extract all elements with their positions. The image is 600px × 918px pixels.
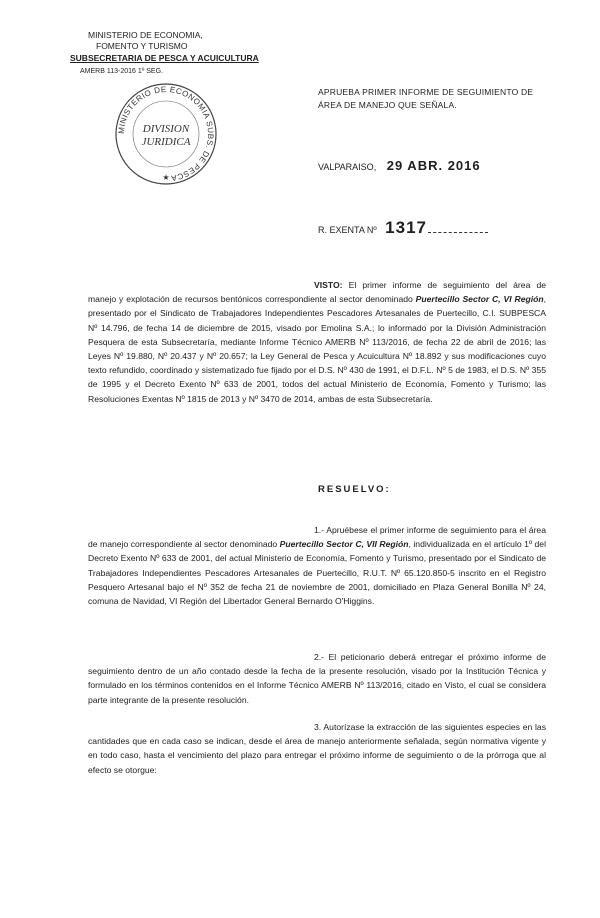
item3-number: 3. <box>314 722 322 732</box>
header-fomento: FOMENTO Y TURISMO <box>96 41 188 51</box>
header-ministry: MINISTERIO DE ECONOMIA, <box>88 30 203 40</box>
exenta-underline <box>428 232 488 233</box>
exenta-line <box>318 218 488 238</box>
item1-sector: Puertecillo Sector C, VII Región <box>279 539 409 550</box>
item3-text: Autorízase la extracción de las siguientes especies en las cantidades que en cada caso se indican, desde el área de manejo anteriormente señalada, según normativa vigente y en todo caso, hasta el vencimiento del plazo para entregar el próximo informe de seguimiento o de la prórroga que al efecto se otorgue: <box>88 722 546 775</box>
resolution-item-3 <box>88 720 546 777</box>
division-juridica-stamp <box>112 80 220 188</box>
item2-number: 2.- <box>314 652 325 662</box>
item1-rest: , individualizada en el artículo 1º del Decreto Exento Nº 633 de 2001, del actual Ministerio de Economía, Fomento y Turismo, presentado por el Sindicato de Trabajadores Independientes Pescadores Artesanales de Puertecillo, R.U.T. Nº 65.120.850-5 inscrito en el Registro Pesquero Artesanal bajo el Nº 352 de fecha 21 de noviembre de 2001, domiciliado en Plaza General Bonilla Nº 24, comuna de Navidad, VI Región del Libertador General Bernardo O'Higgins. <box>88 539 546 607</box>
place: VALPARAISO, <box>318 162 377 172</box>
resolution-item-2 <box>88 650 546 707</box>
header-reference: AMERB 113-2016 1º SEG. <box>80 68 163 75</box>
item2-text: El peticionario deberá entregar el próximo informe de seguimiento dentro de un año contado desde la fecha de la presente resolución, visado por la Institución Técnica y formulado en los términos contenidos en el Informe Técnico AMERB Nº 113/2016, citado en Visto, el cual se considera parte integrante de la presente resolución. <box>88 652 546 705</box>
star-icon: ★ <box>162 173 170 182</box>
exenta-label: R. EXENTA Nº <box>318 225 377 235</box>
place-date-line <box>318 158 481 173</box>
stamp-center-line1: DIVISION <box>142 123 190 135</box>
visto-text: El primer informe de seguimiento del área de manejo y explotación de recursos bentónicos correspondiente al sector denominado <box>88 280 546 305</box>
resolution-item-1 <box>88 523 546 608</box>
exenta-number: 1317 <box>385 218 427 237</box>
document-title: APRUEBA PRIMER INFORME DE SEGUIMIENTO DE ÁREA DE MANEJO QUE SEÑALA. <box>318 87 534 110</box>
item1-text: Apruébese el primer informe de seguimiento para el área de manejo correspondiente al sector denominado <box>88 525 546 550</box>
resuelvo-heading: RESUELVO: <box>318 484 391 495</box>
item1-number: 1.- <box>314 525 325 535</box>
header-subsecretaria: SUBSECRETARIA DE PESCA Y ACUICULTURA <box>70 53 259 63</box>
date-stamp: 29 ABR. 2016 <box>386 158 481 173</box>
stamp-center-line2: JURIDICA <box>141 136 191 148</box>
visto-paragraph <box>88 278 546 406</box>
visto-rest: , presentado por el Sindicato de Trabajadores Independientes Pescadores Artesanales de Puertecillo, C.I. SUBPESCA Nº 14.796, de fecha 14 de diciembre de 2015, visado por Emolina S.A.; lo informado por la División Administración Pesquera de esta Subsecretaría, mediante Informe Técnico AMERB Nº 113/2016, de fecha 22 de abril de 2016; las Leyes Nº 19.880, Nº 20.437 y Nº 20.657; la Ley General de Pesca y Acuicultura Nº 18.892 y sus modificaciones cuyo texto refundido, coordinado y sistematizado fue fijado por el D.S. Nº 430 de 1991, el D.F.L. Nº 5 de 1983, el D.S. Nº 355 de 1995 y el Decreto Exento Nº 633 de 2001, todos del actual Ministerio de Economía, Fomento y Turismo; las Resoluciones Exentas Nº 1815 de 2013 y Nº 3470 de 2014, ambas de esta Subsecretaría. <box>88 294 547 404</box>
visto-lead: VISTO: <box>314 280 343 290</box>
visto-sector: Puertecillo Sector C, VI Región <box>415 294 544 305</box>
stamp-ring-text: MINISTERIO DE ECONOMIA SUBS. DE PESCA <box>116 84 216 183</box>
